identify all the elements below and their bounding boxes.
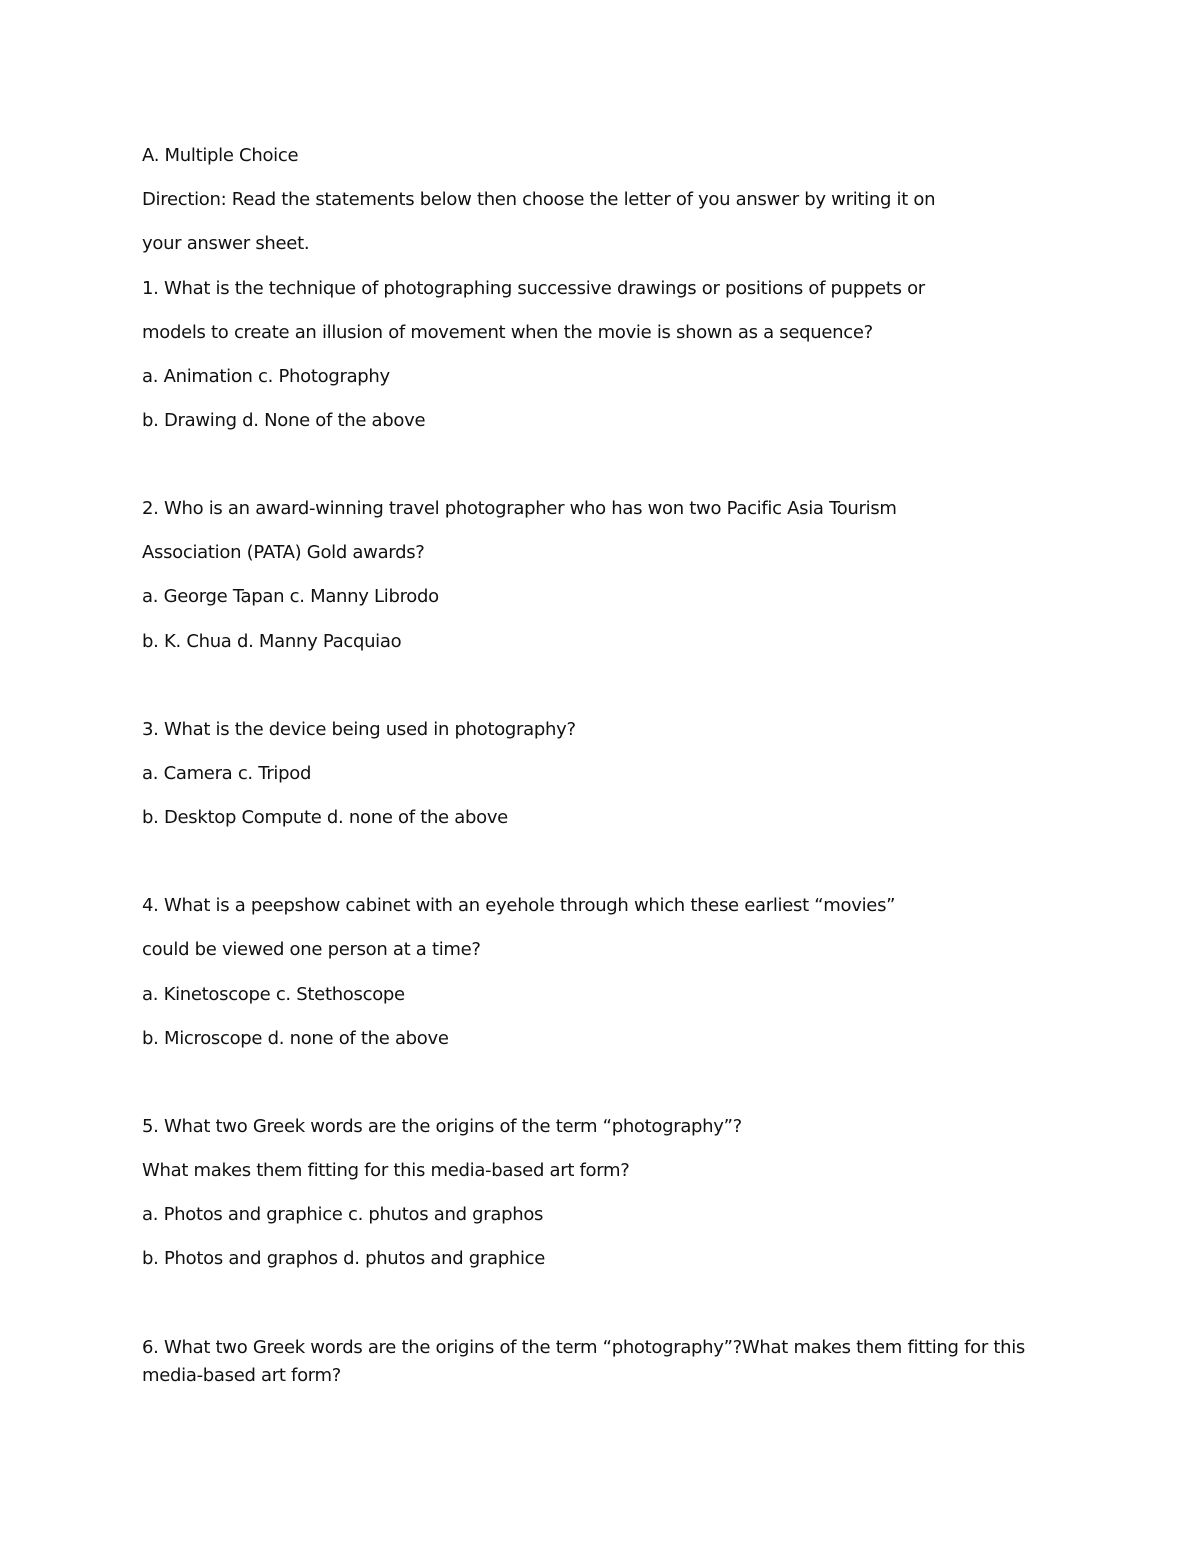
- question-4-choice-a-c: a. Kinetoscope c. Stethoscope: [142, 984, 405, 1005]
- question-5-choice-a-c: a. Photos and graphice c. phutos and graphos: [142, 1204, 544, 1225]
- question-5-line-1: 5. What two Greek words are the origins of the term “photography”?: [142, 1116, 742, 1137]
- question-4-choice-b-d: b. Microscope d. none of the above: [142, 1028, 449, 1049]
- direction-line-2: your answer sheet.: [142, 233, 310, 254]
- question-4-line-2: could be viewed one person at a time?: [142, 939, 481, 960]
- question-5-choice-b-d: b. Photos and graphos d. phutos and graphice: [142, 1248, 546, 1269]
- question-1-line-2: models to create an illusion of movement when the movie is shown as a sequence?: [142, 322, 873, 343]
- question-2-choice-b-d: b. K. Chua d. Manny Pacquiao: [142, 631, 402, 652]
- question-3-choice-b-d: b. Desktop Compute d. none of the above: [142, 807, 508, 828]
- question-1-choice-b-d: b. Drawing d. None of the above: [142, 410, 426, 431]
- question-4-line-1: 4. What is a peepshow cabinet with an eyehole through which these earliest “movies”: [142, 895, 896, 916]
- direction-line-1: Direction: Read the statements below then choose the letter of you answer by writing it on: [142, 189, 936, 210]
- question-3-line-1: 3. What is the device being used in photography?: [142, 719, 576, 740]
- question-2-choice-a-c: a. George Tapan c. Manny Librodo: [142, 586, 439, 607]
- question-3-choice-a-c: a. Camera c. Tripod: [142, 763, 312, 784]
- question-2-line-2: Association (PATA) Gold awards?: [142, 542, 425, 563]
- question-6-line-2: media-based art form?: [142, 1365, 342, 1386]
- question-2-line-1: 2. Who is an award-winning travel photographer who has won two Pacific Asia Tourism: [142, 498, 897, 519]
- question-1-choice-a-c: a. Animation c. Photography: [142, 366, 390, 387]
- question-1-line-1: 1. What is the technique of photographing successive drawings or positions of puppets or: [142, 278, 925, 299]
- question-5-line-2: What makes them fitting for this media-based art form?: [142, 1160, 630, 1181]
- question-6-line-1: 6. What two Greek words are the origins of the term “photography”?What makes them fitting for this: [142, 1337, 1025, 1358]
- section-title: A. Multiple Choice: [142, 145, 299, 166]
